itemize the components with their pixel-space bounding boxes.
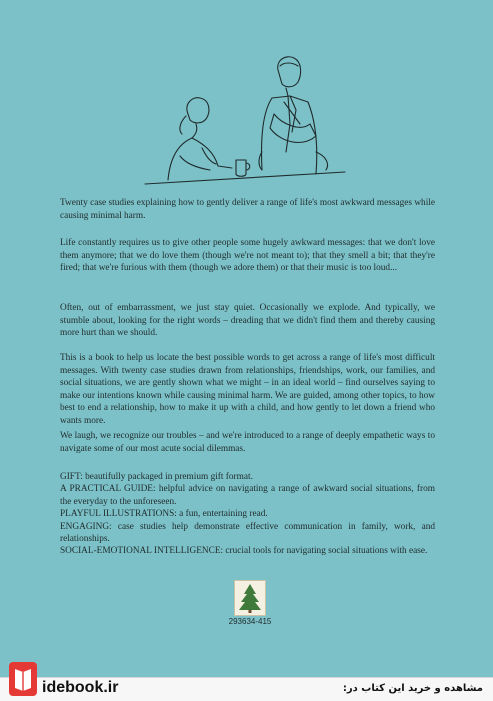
book-logo-icon — [6, 660, 40, 698]
description-paragraph-2: Often, out of embarrassment, we just stay quiet. Occasionally we explode. And typically, we stumble about, looking for the right words – dreading that we didn't find them and thereby causing more hurt than we should. — [60, 303, 435, 339]
feature-item: GIFT: beautifully packaged in premium gift format. — [60, 472, 253, 482]
intro-paragraph: Twenty case studies explaining how to gently deliver a range of life's most awkward messages while causing minimal harm. — [60, 198, 435, 221]
feature-item: A PRACTICAL GUIDE: helpful advice on navigating a range of awkward social situations, from the everyday to the unforeseen. — [60, 484, 435, 507]
site-name[interactable]: idebook.ir — [42, 679, 119, 696]
product-code: 293634-415 — [228, 617, 272, 626]
description-paragraph-4: We laugh, we recognize our troubles – and we're introduced to a range of deeply empathetic ways to navigate some of our most acute social dilemmas. — [60, 431, 435, 454]
feature-list — [60, 471, 435, 558]
tree-icon — [235, 581, 265, 615]
purchase-text: مشاهده و خرید این کتاب در: — [342, 683, 483, 694]
couple-illustration — [140, 52, 350, 212]
feature-item: SOCIAL-EMOTIONAL INTELLIGENCE: crucial tools for navigating social situations with ease. — [60, 546, 428, 557]
description-paragraph-3: This is a book to help us locate the best possible words to get across a range of life's most difficult messages. With twenty case studies drawn from relationships, friendships, work, our families, and social situations, we are gently shown what we might – in an ideal world – find ourselves saying to make our intentions known while causing minimal harm. We are guided, among other topics, to how best to end a relationship, how to make it up with a child, and how gently to let down a friend who wants more. — [60, 353, 435, 426]
feature-item: PLAYFUL ILLUSTRATIONS: a fun, entertaining read. — [60, 509, 268, 520]
description-paragraph-1: Life constantly requires us to give other people some hugely awkward messages: that we don't love them anymore; that we do love them (though we're not meant to); that they smell a bit; that they're fired; that we're furious with them (though we adore them) or that their music is too loud... — [60, 238, 435, 274]
tree-logo — [234, 580, 266, 616]
feature-item: ENGAGING: case studies help demonstrate effective communication in family, work, and relationships. — [60, 521, 435, 545]
